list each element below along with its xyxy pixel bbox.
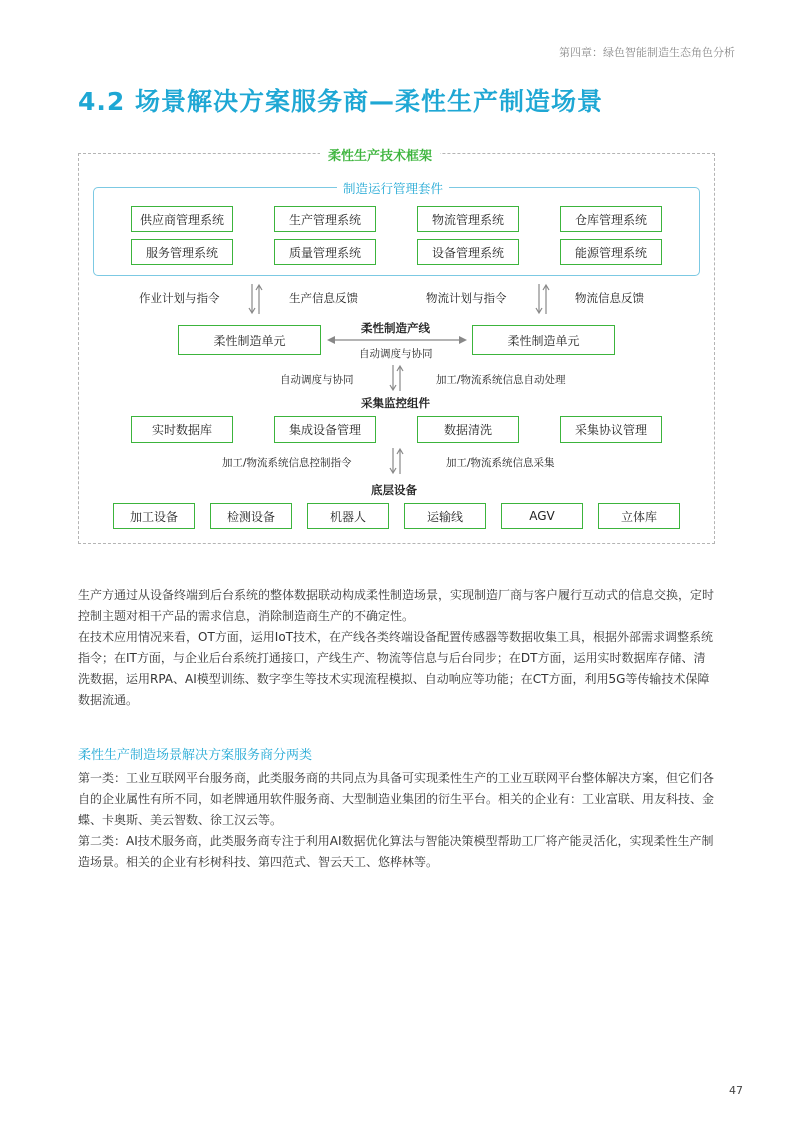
device-conveyor: 运输线 (404, 503, 486, 529)
paragraph-tech: 在技术应用情况来看，OT方面，运用IoT技术，在产线各类终端设备配置传感器等数据收集工具，根据外部需求调整系统指令；在IT方面，与企业后台系统打通接口，产线生产、物流等信息与后台同步；在DT方面，运用实时数据库存储、清洗数据，运用RPA、AI模型训练、数字孪生等技术实现流程模拟、自动响应等功能；在CT方面，利用5G等传输技术保障数据流通。 (78, 630, 713, 707)
framework-title: 柔性生产技术框架 (320, 145, 440, 164)
system-box-warehouse: 仓库管理系统 (560, 206, 662, 232)
system-box-service: 服务管理系统 (131, 239, 233, 265)
label-work-plan: 作业计划与指令 (139, 291, 220, 305)
up-down-arrow-icon (533, 282, 553, 316)
system-box-production: 生产管理系统 (274, 206, 376, 232)
label-auto-processing: 加工/物流系统信息自动处理 (436, 374, 566, 386)
flex-unit-right: 柔性制造单元 (472, 325, 615, 355)
label-logistics-feedback: 物流信息反馈 (575, 291, 644, 305)
device-stereo-warehouse: 立体库 (598, 503, 680, 529)
label-control-instruction: 加工/物流系统信息控制指令 (222, 457, 352, 469)
collect-box-realtime-db: 实时数据库 (131, 416, 233, 443)
page-number: 47 (729, 1084, 743, 1097)
bidirectional-arrow-icon (327, 334, 467, 346)
collect-box-protocol: 采集协议管理 (560, 416, 662, 443)
up-down-arrow-icon (387, 363, 407, 393)
up-down-arrow-icon (246, 282, 266, 316)
label-auto-dispatch: 自动调度与协同 (280, 374, 354, 386)
device-processing: 加工设备 (113, 503, 195, 529)
section-subheading: 柔性生产制造场景解决方案服务商分两类 (78, 748, 313, 763)
system-box-equipment: 设备管理系统 (417, 239, 519, 265)
device-agv: AGV (501, 503, 583, 529)
paragraph-type-one: 第一类：工业互联网平台服务商，此类服务商的共同点为具备可实现柔性生产的工业互联网平台整体解决方案，但它们各自的企业属性有所不同，如老牌通用软件服务商、大型制造业集团的衍生平台。相关的企业有：工业富联、用友科技、金蝶、卡奥斯、美云智数、徐工汉云等。 (78, 771, 715, 827)
paragraph-type-two: 第二类：AI技术服务商，此类服务商专注于利用AI数据优化算法与智能决策模型帮助工厂将产能灵活化，实现柔性生产制造场景。相关的企业有杉树科技、第四范式、智云天工、悠桦林等。 (78, 834, 714, 869)
collect-box-device-mgmt: 集成设备管理 (274, 416, 376, 443)
collect-box-data-cleaning: 数据清洗 (417, 416, 519, 443)
up-down-arrow-icon (387, 446, 407, 476)
label-logistics-plan: 物流计划与指令 (426, 291, 507, 305)
flex-unit-left: 柔性制造单元 (178, 325, 321, 355)
collect-title: 采集监控组件 (361, 396, 430, 410)
label-info-collection: 加工/物流系统信息采集 (446, 457, 555, 469)
label-production-feedback: 生产信息反馈 (289, 291, 358, 305)
page-title: 4.2 场景解决方案服务商—柔性生产制造场景 (78, 87, 603, 116)
system-box-quality: 质量管理系统 (274, 239, 376, 265)
device-inspection: 检测设备 (210, 503, 292, 529)
system-box-supplier: 供应商管理系统 (131, 206, 233, 232)
paragraph-intro: 生产方通过从设备终端到后台系统的整体数据联动构成柔性制造场景，实现制造厂商与客户履行互动式的信息交换，定时控制主题对相干产品的需求信息，消除制造商生产的不确定性。 (78, 588, 715, 623)
system-box-energy: 能源管理系统 (560, 239, 662, 265)
line-subtitle: 自动调度与协同 (359, 348, 433, 360)
line-title: 柔性制造产线 (361, 321, 430, 335)
chapter-header: 第四章：绿色智能制造生态角色分析 (559, 46, 735, 59)
mom-suite-title: 制造运行管理套件 (337, 179, 449, 197)
bottom-devices-title: 底层设备 (371, 483, 417, 497)
system-box-logistics: 物流管理系统 (417, 206, 519, 232)
device-robot: 机器人 (307, 503, 389, 529)
